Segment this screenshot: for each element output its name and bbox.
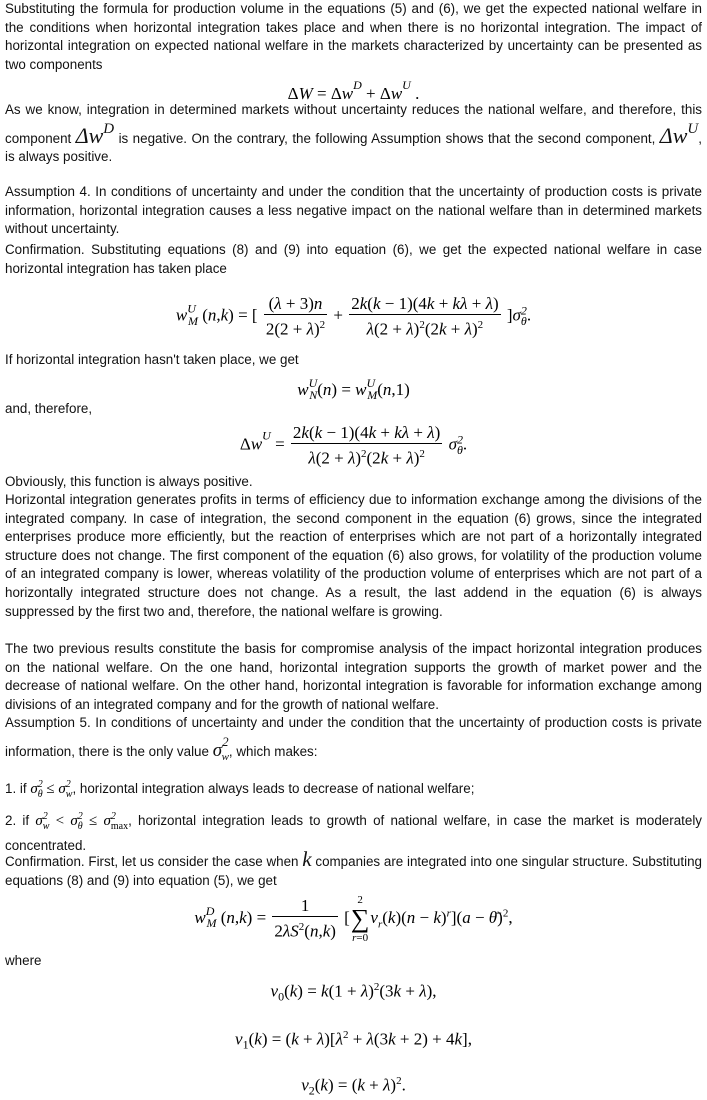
equation-delta-wu: $\Delta w^U$ = $\frac{2k(k - 1)(4k + k\lambda + \lambda)}{\lambda(2 + \lambda)^2(2k + \lambda)^2}$ $\sigma^2_\theta$. [239,423,468,468]
paragraph-efficiency: Horizontal integration generates profits in terms of efficiency due to information exchange among the divisions of the integrated company. In case of integration, the second component in the equation (6) grows, since the integrated enterprises produce more efficiently, but the reaction of enterprises which are not part of a horizontally integrated structure does not change. The first component of the equation (6) also grows, for volatility of the production volume of an integrated company is lower, whereas volatility of the production volume of enterprises which are not part of a horizontally integrated structure does not change. As a result, the last addend in the equation (6) is always suppressed by the first two and, therefore, the national welfare is growing. [5,492,702,619]
condition-item-2 [5,808,702,855]
sigma-w-symbol: $\sigma^2_w$ [212,733,229,763]
equation-wm-u: $w^U_M$ (n,k) = [ $\frac{(\lambda + 3)n}{2(2 + \lambda)^2}$ + $\frac{2k(k - 1)(4k + k\lambda + \lambda)}{\lambda(2 + \lambda)^2(2k + \lambda)^2}$ ]$\sigma^2_\theta$. [175,294,532,339]
paragraph-compromise: The two previous results constitute the basis for compromise analysis of the impact horizontal integration produces on the national welfare. On the one hand, horizontal integration supports the growth of market power and the decrease of national welfare. On the other hand, horizontal integration is favorable for information exchange among divisions of an integrated company and for the growth of national welfare. [5,641,702,712]
equation-wn-u: $w^U_N(n) = w^U_M(n,1)$ [297,376,410,402]
item-1-prefix: 1. if [5,781,27,796]
confirmation-2-part-b: companies are integrated into one singular structure. [315,854,629,869]
paragraph-1: Substituting the formula for production volume in the equations (5) and (6), we get the expected national welfare in the conditions when horizontal integration takes place and when there is no horizontal integration. The impact of horizontal integration on expected national welfare in the markets characterized by uncertainty can be presented as two components [5,1,702,72]
assumption-5-part-a: Assumption 5. In conditions of uncertainty and under the condition that the uncertainty of production costs is [5,715,658,730]
paragraph-2-part-b: is negative. On the contrary, the following Assumption shows that the second component, [118,130,656,146]
confirmation-2 [5,847,702,890]
k-symbol: k [302,847,312,871]
assumption-5 [5,714,702,766]
equation-v2: $v_2(k) = (k + \lambda)^2$. [301,1075,406,1098]
equation-v0: $v_0(k) = k(1 + \lambda)^2(3k + \lambda)$, [270,981,437,1004]
item-1-inequality: $\sigma^2_\theta \le \sigma^2_w$ [30,779,73,800]
assumption-5-part-c: , which makes: [228,743,318,759]
confirmation-2-part-a: Confirmation. First, let us consider the case when [5,854,299,869]
paragraph-2-part-a: As we know, integration in determined markets without uncertainty reduces the national welfare, and therefore, this component [5,102,702,146]
paragraph-no-integration: If horizontal integration hasn't taken place, we get [5,352,299,367]
paragraph-2-part-c: , is always positive. [5,130,702,165]
assumption-5-part-b: private information, there is the only value [5,715,702,759]
paragraph-obviously: Obviously, this function is always positive. [5,474,253,489]
equation-v1: $v_1(k) = (k + \lambda)[\lambda^2 + \lambda(3k + 2) + 4k]$, [235,1029,472,1052]
paragraph-where: where [5,953,42,968]
paragraph-therefore: and, therefore, [5,401,93,416]
component-wd-symbol: $\Delta w^D$ [75,120,115,148]
component-wu-symbol: $\Delta w^U$ [659,120,699,148]
confirmation-1: Confirmation. Substituting equations (8) and (9) into equation (6), we get the expected national welfare in case horizontal integration has taken place [5,242,702,276]
item-2-prefix: 2. if [5,813,30,828]
confirmation-2-part-c: Substituting equations (8) and (9) into equation (5), we get [5,854,702,888]
equation-wm-d: $w^D_M$ (n,k) = $\frac{1}{2\lambda S^2(n,k)}$ [ 2 ∑ r=0 $v_r(k)(n - k)^r](a$ − θ̄)$^2$, [194,894,513,944]
equation-delta-w: $\Delta W = \Delta w^D + \Delta w^U$ . [287,78,420,103]
item-2-inequality: $\sigma^2_w < \sigma^2_\theta \le \sigma^2_{max}$ [35,811,129,832]
condition-item-1 [5,776,702,805]
item-1-text: , horizontal integration always leads to decrease of national welfare; [72,781,475,796]
assumption-4: Assumption 4. In conditions of uncertainty and under the condition that the uncertainty of production costs is private information, horizontal integration causes a less negative impact on the national welfare than in determined markets without uncertainty. [5,184,702,237]
item-2-text: , horizontal integration leads to growth of national welfare, in case the market is moderately concentrated. [5,813,702,853]
paragraph-2 [5,101,702,167]
